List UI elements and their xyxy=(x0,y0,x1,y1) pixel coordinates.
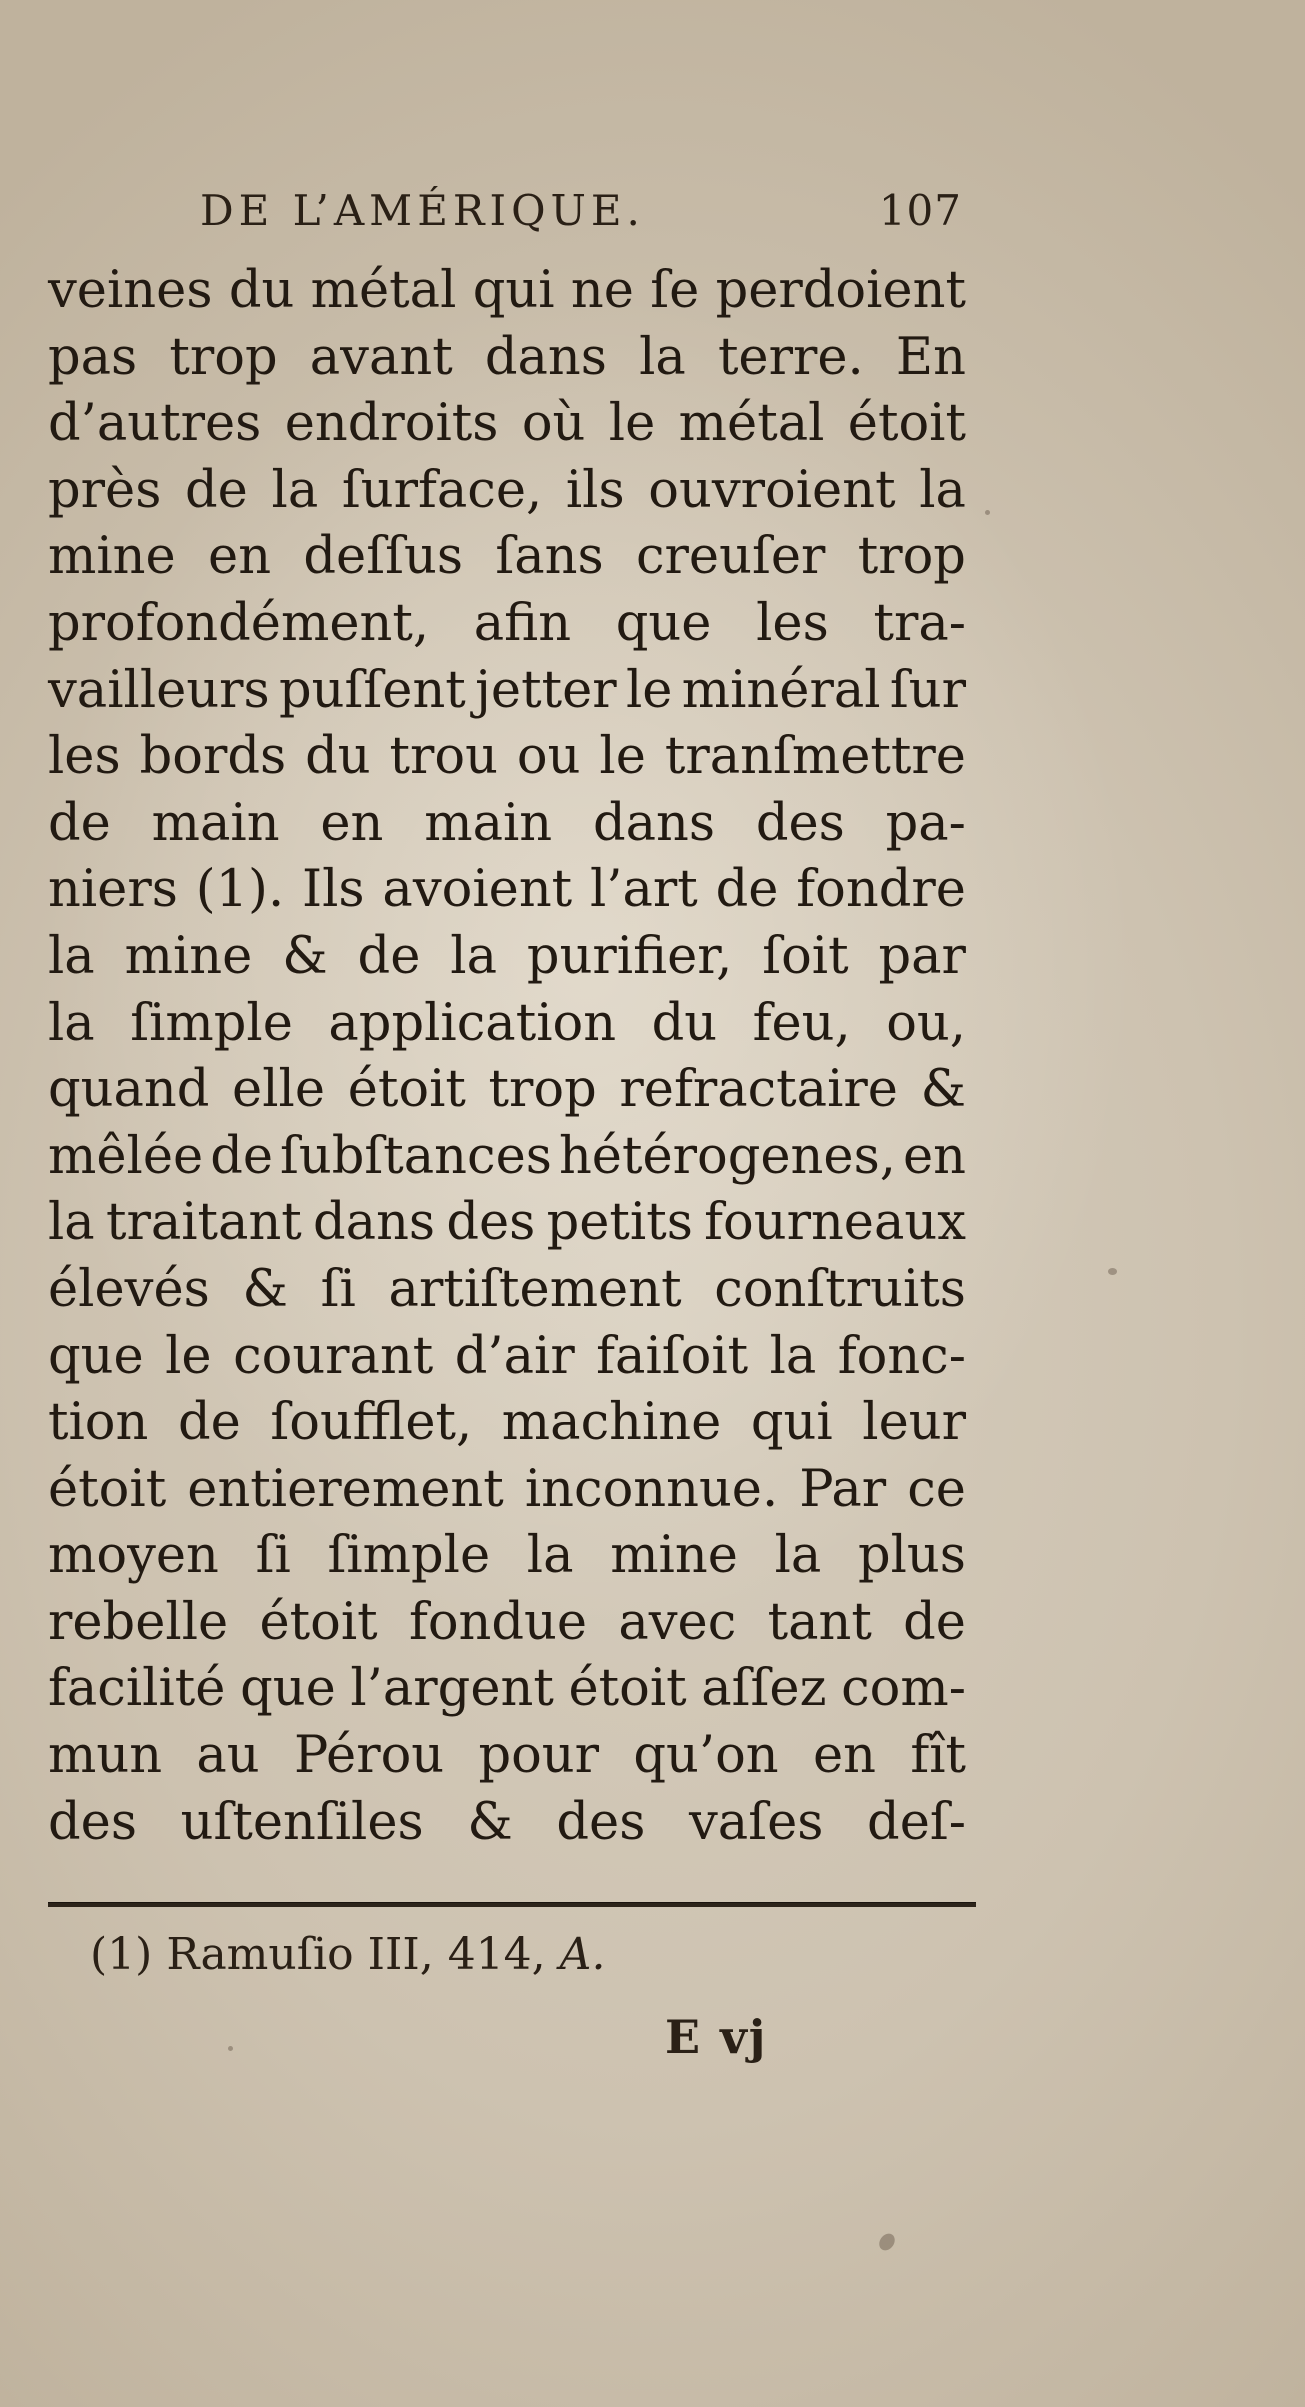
text-line: quand elle étoit trop refractaire & xyxy=(48,1060,966,1120)
text-line: la ſimple application du feu, ou, xyxy=(48,993,966,1053)
body-text xyxy=(48,258,966,1856)
text-line: profondément, afin que les tra- xyxy=(48,593,966,653)
text-line: facilité que l’argent étoit aſſez com- xyxy=(48,1659,966,1719)
text-line: près de la ſurface, ils ouvroient la xyxy=(48,460,966,520)
text-line: tion de ſoufflet, machine qui leur xyxy=(48,1393,966,1453)
footnote-text: (1) Ramuſio III, 414, xyxy=(90,1929,546,1980)
footnote-rule xyxy=(48,1902,976,1907)
foxing-spot xyxy=(985,510,990,515)
text-line: d’autres endroits où le métal étoit xyxy=(48,394,966,454)
text-line: veines du métal qui ne ſe perdoient xyxy=(48,261,966,320)
footnote-ref: A. xyxy=(559,1929,606,1980)
text-line: des uſtenſiles & des vaſes deſ- xyxy=(48,1792,966,1852)
text-line: pas trop avant dans la terre. En xyxy=(48,327,966,387)
text-line: la mine & de la purifier, ſoit par xyxy=(48,926,966,986)
text-line: vailleurs puſſent jetter le minéral ſur xyxy=(48,660,966,720)
signature-mark: E vj xyxy=(665,2010,768,2064)
foxing-spot xyxy=(1108,1268,1117,1275)
page-number: 107 xyxy=(878,186,962,235)
text-line: moyen ſi ſimple la mine la plus xyxy=(48,1526,966,1586)
running-head xyxy=(200,186,962,246)
foxing-spot xyxy=(228,2046,233,2051)
text-line: que le courant d’air faiſoit la fonc- xyxy=(48,1326,966,1386)
text-line: rebelle étoit fondue avec tant de xyxy=(48,1592,966,1652)
text-line: niers (1). Ils avoient l’art de fondre xyxy=(48,860,966,920)
text-line: mun au Pérou pour qu’on en fît xyxy=(48,1726,966,1786)
text-line: élevés & ſi artiſtement conſtruits xyxy=(48,1259,966,1319)
text-line: de main en main dans des pa- xyxy=(48,793,966,853)
text-line: mine en deſſus ſans creuſer trop xyxy=(48,527,966,587)
running-title: DE L’AMÉRIQUE. xyxy=(200,186,645,235)
text-line: les bords du trou ou le tranſmettre xyxy=(48,727,966,787)
text-line: mêlée de ſubſtances hétérogenes, en xyxy=(48,1126,966,1186)
footnote xyxy=(90,1925,605,1985)
foxing-spot xyxy=(876,2231,898,2254)
text-line: la traitant dans des petits fourneaux xyxy=(48,1193,966,1253)
text-line: étoit entierement inconnue. Par ce xyxy=(48,1459,966,1519)
